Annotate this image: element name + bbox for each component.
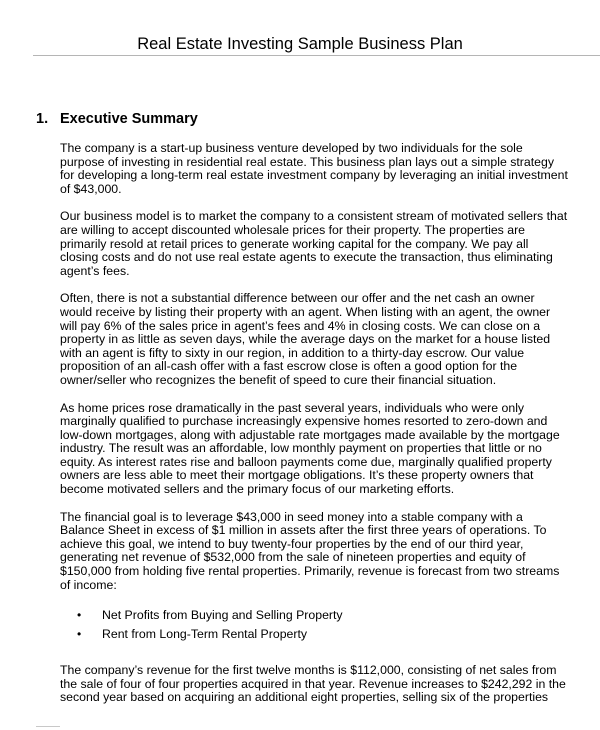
paragraph-line: owner/seller who recognizes the benefit of speed to cure their financial situation. — [60, 372, 497, 387]
paragraph-line: would receive by listing their property with an agent. When listing with an agent, the owner — [60, 304, 551, 319]
paragraph-line: with an agent is fifty to sixty in our region, in addition to a thirty-day escrow. Our value — [60, 345, 525, 360]
paragraph-line: purpose of investing in residential real estate. This business plan lays out a simple strategy — [60, 154, 554, 169]
paragraph — [60, 142, 580, 196]
bullet-icon: • — [77, 608, 82, 623]
paragraph-line: of income: — [60, 577, 117, 592]
paragraph-line: low-down mortgages, along with adjustable rate mortgages made available by the mortgage — [60, 427, 560, 442]
paragraph-line: second year based on acquiring an additional eight properties, selling six of the properties — [60, 690, 549, 705]
paragraph-line: generating net revenue of $532,000 from the sale of nineteen properties and equity of — [60, 550, 526, 565]
paragraph-line: achieve this goal, we intend to buy twenty-four properties by the end of our third year, — [60, 536, 524, 551]
list-item-text: Net Profits from Buying and Selling Property — [102, 608, 343, 623]
paragraph — [60, 210, 580, 278]
paragraph-line: $150,000 from holding five rental properties. Primarily, revenue is forecast from two streams — [60, 564, 560, 579]
paragraph-line: closing costs and do not use real estate agents to execute the transaction, thus eliminating — [60, 250, 553, 265]
section-heading — [36, 109, 198, 129]
section-title: Executive Summary — [60, 111, 198, 127]
paragraph-line: equity. As interest rates rise and balloon payments come due, marginally qualified property — [60, 454, 552, 469]
paragraph-line: proposition of an all-cash offer with a fast escrow close is often a good option for the — [60, 359, 518, 374]
paragraph-line: become motivated sellers and the primary focus of our marketing efforts. — [60, 482, 455, 497]
list-item-text: Rent from Long-Term Rental Property — [102, 627, 308, 642]
paragraph-line: agent’s fees. — [60, 263, 130, 278]
paragraph-line: As home prices rose dramatically in the past several years, individuals who were only — [60, 400, 525, 415]
paragraph-line: Often, there is not a substantial difference between our offer and the net cash an owner — [60, 291, 535, 306]
paragraph-line: The company is a start-up business venture developed by two individuals for the sole — [60, 141, 523, 155]
paragraph-line: the sale of four of four properties acquired in that year. Revenue increases to $242,292 in the — [60, 676, 566, 691]
paragraph-line: for developing a long-term real estate investment company by leveraging an initial investment — [60, 168, 568, 183]
paragraph-line: The financial goal is to leverage $43,000 in seed money into a stable company with a — [60, 509, 523, 524]
paragraph-line: Balance Sheet in excess of $1 million in assets after the first three years of operations. To — [60, 523, 547, 538]
closing-paragraph — [60, 664, 580, 705]
paragraph-line: primarily resold at retail prices to generate working capital for the company. We pay all — [60, 236, 529, 251]
paragraph-line: industry. The result was an affordable, low monthly payment on properties that little or no — [60, 441, 542, 456]
paragraph-group — [60, 142, 580, 592]
title-divider — [33, 55, 600, 56]
paragraph — [60, 292, 580, 387]
paragraph-line: marginally qualified to purchase increasingly expensive homes resorted to zero-down and — [60, 414, 548, 429]
paragraph-line: property in as little as seven days, while the average days on the market for a house listed — [60, 332, 551, 347]
paragraph — [60, 511, 580, 593]
footnote-divider — [36, 726, 60, 727]
list-item — [60, 625, 580, 644]
income-streams-list — [60, 606, 580, 644]
paragraph-line: Our business model is to market the company to a consistent stream of motivated sellers that — [60, 209, 568, 224]
document-title: Real Estate Investing Sample Business Plan — [137, 35, 463, 53]
paragraph-line: will pay 6% of the sales price in agent’s fees and 4% in closing costs. We can close on a — [60, 318, 541, 333]
bullet-icon: • — [77, 627, 82, 642]
list-item — [60, 606, 580, 625]
paragraph-line: owners are less able to meet their mortgage obligations. It’s these property owners that — [60, 468, 534, 483]
paragraph-line: of $43,000. — [60, 181, 122, 196]
paragraph-line: The company’s revenue for the first twelve months is $112,000, consisting of net sales from — [60, 663, 557, 678]
section-number: 1. — [36, 111, 49, 127]
section-body — [60, 142, 580, 719]
paragraph — [60, 402, 580, 497]
paragraph-line: are willing to accept discounted wholesale prices for their property. The properties are — [60, 222, 526, 237]
